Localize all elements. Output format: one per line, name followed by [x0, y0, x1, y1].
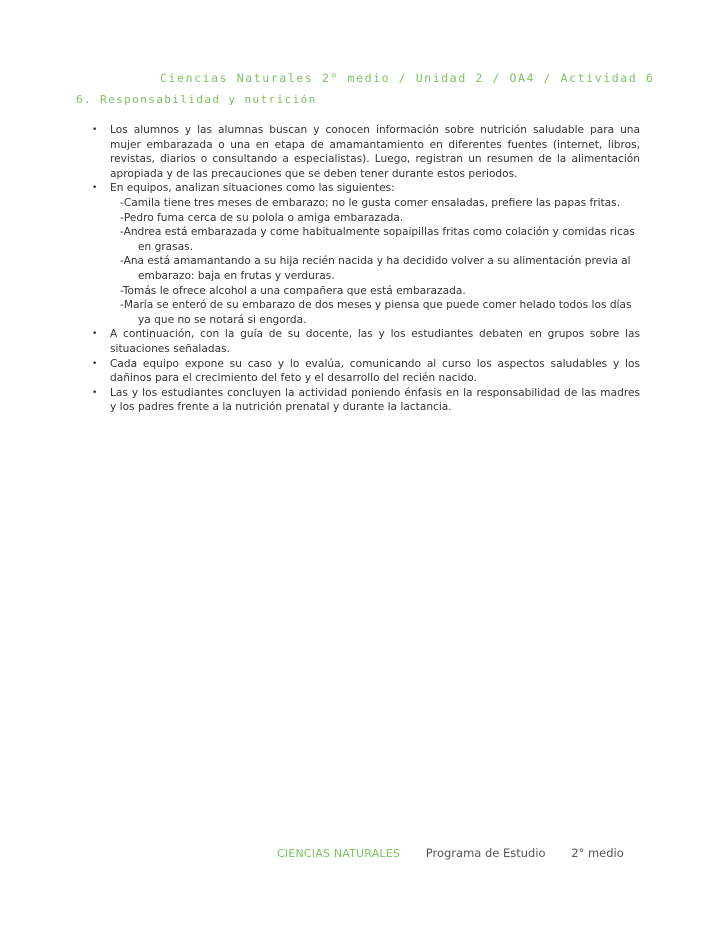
situation-item: -Ana está amamantando a su hija recién nacida y ha decidido volver a su alimentación previa al embarazo: baja en frutas y verduras.: [120, 255, 631, 282]
breadcrumb-header: Ciencias Naturales 2° medio / Unidad 2 / OA4 / Actividad 6: [160, 71, 655, 85]
activity-steps-list: [92, 123, 640, 415]
footer-grade: 2° medio: [571, 846, 624, 860]
list-item: [92, 181, 640, 327]
list-item-text: A continuación, con la guía de su docente, las y los estudiantes debaten en grupos sobre las situaciones señaladas.: [110, 328, 640, 355]
bullet-icon: •: [92, 329, 98, 340]
list-item: [92, 386, 640, 415]
list-item-text: Cada equipo expone su caso y lo evalúa, comunicando al curso los aspectos saludables y los dañinos para el crecimiento del feto y el desarrollo del recién nacido.: [110, 357, 640, 385]
list-item-text: En equipos, analizan situaciones como las siguientes:: [110, 182, 395, 195]
situation-item: -Camila tiene tres meses de embarazo; no le gusta comer ensaladas, prefiere las papas fritas.: [120, 196, 621, 209]
list-item: [92, 327, 640, 356]
section-title: 6. Responsabilidad y nutrición: [76, 93, 317, 106]
situation-item: -Pedro fuma cerca de su polola o amiga embarazada.: [120, 211, 404, 224]
bullet-icon: •: [92, 387, 98, 398]
page-footer: [277, 846, 624, 860]
bullet-icon: •: [92, 183, 98, 194]
bullet-icon: •: [92, 358, 98, 369]
list-item-text: Las y los estudiantes concluyen la actividad poniendo énfasis en la responsabilidad de las madres y los padres frente a la nutrición prenatal y durante la lactancia.: [110, 386, 640, 414]
list-item-text: Los alumnos y las alumnas buscan y conocen información sobre nutrición saludable para una mujer embarazada o una en etapa de amamantamiento en diferentes fuentes (internet, libros, revistas, diarios o consultando a especialistas). Luego, registran un resumen de la alimentación apropiada y de las precauciones que se deben tener durante estos periodos.: [110, 124, 640, 180]
situation-item: -María se enteró de su embarazo de dos meses y piensa que puede comer helado todos los días ya que no se notará si engorda.: [120, 299, 632, 326]
footer-program: Programa de Estudio: [425, 846, 546, 860]
list-item: [92, 357, 640, 386]
situation-item: -Andrea está embarazada y come habitualmente sopaipillas fritas como colación y comidas ricas en grasas.: [120, 226, 635, 253]
activity-content: [92, 123, 640, 415]
footer-subject: CIENCIAS NATURALES: [277, 847, 401, 860]
situations-list: [110, 196, 640, 327]
situation-item: -Tomás le ofrece alcohol a una compañera que está embarazada.: [120, 284, 466, 297]
list-item: [92, 123, 640, 181]
bullet-icon: •: [92, 125, 98, 135]
